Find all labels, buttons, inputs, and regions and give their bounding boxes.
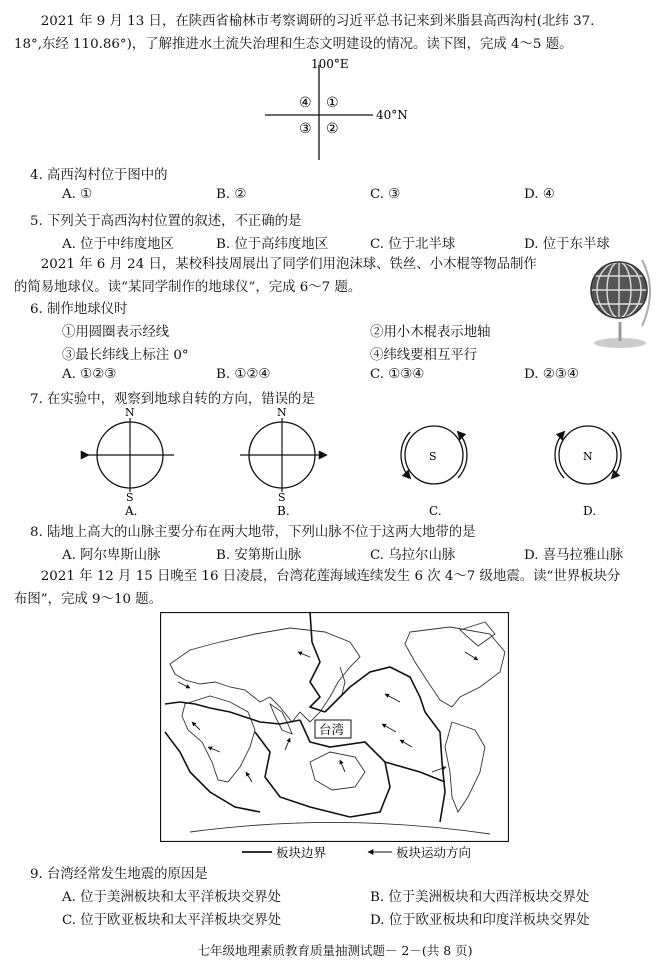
- q4-option-c[interactable]: C. ③: [370, 187, 401, 202]
- q6-option-d[interactable]: D. ②③④: [524, 367, 579, 382]
- q6-statement-1: ①用圆圈表示经线: [62, 325, 170, 340]
- q8-option-d[interactable]: D. 喜马拉雅山脉: [524, 548, 624, 563]
- diagram-d[interactable]: [555, 426, 621, 518]
- diagram-c[interactable]: [401, 426, 467, 518]
- diagram-a-label: A.: [125, 504, 138, 518]
- diagram-d-label: D.: [583, 504, 597, 518]
- intro-3-line-2: 布图”，完成 9～10 题。: [14, 592, 163, 607]
- q9-option-b[interactable]: B. 位于美洲板块和大西洋板块交界处: [370, 890, 590, 905]
- diagram-c-label: C.: [429, 504, 442, 518]
- q6-statement-4: ④纬线要相互平行: [370, 348, 478, 363]
- intro-3-line-1: 2021 年 12 月 15 日晚至 16 日凌晨，台湾花莲海域连续发生 6 次 4～7 级地震。读“世界板块分: [14, 569, 621, 584]
- q9-stem: 9. 台湾经常发生地震的原因是: [30, 867, 208, 882]
- lat-lon-grid-figure: [255, 55, 415, 165]
- taiwan-label: 台湾: [319, 722, 345, 737]
- diagram-a[interactable]: [88, 406, 174, 518]
- legend-boundary-label: 板块边界: [276, 845, 327, 860]
- q8-option-c[interactable]: C. 乌拉尔山脉: [370, 548, 456, 563]
- q5-option-c[interactable]: C. 位于北半球: [370, 237, 456, 252]
- q6-option-c[interactable]: C. ①③④: [370, 367, 425, 382]
- legend-motion-label: 板块运动方向: [396, 845, 472, 860]
- q6-option-b[interactable]: B. ①②④: [216, 367, 271, 382]
- rotation-diagrams: [70, 404, 660, 522]
- diagram-b-pole-s: S: [278, 491, 286, 504]
- grid-quadrant-3: ③: [299, 121, 312, 137]
- map-legend: [240, 842, 490, 862]
- q8-stem: 8. 陆地上高大的山脉主要分布在两大地带，下列山脉不位于这两大地带的是: [30, 525, 476, 540]
- q7-stem: 7. 在实验中，观察到地球自转的方向，错误的是: [30, 392, 315, 407]
- q4-option-a[interactable]: A. ①: [62, 187, 93, 202]
- diagram-b-pole-n: N: [277, 406, 287, 419]
- diagram-d-pole-n: N: [583, 450, 593, 463]
- label-100e: 100°E: [311, 57, 349, 71]
- intro-paragraph-3: [14, 565, 654, 611]
- intro-2-line-2: 的简易地球仪。读“某同学制作的地球仪”，完成 6～7 题。: [14, 280, 362, 295]
- grid-quadrant-4: ④: [299, 95, 312, 111]
- world-plate-map: [160, 612, 509, 842]
- grid-quadrant-2: ②: [326, 121, 339, 137]
- diagram-b-label: B.: [277, 504, 290, 518]
- intro-paragraph-1: [14, 10, 654, 56]
- diagram-a-pole-n: N: [125, 406, 135, 419]
- diagram-c-pole-s: S: [429, 450, 437, 463]
- diagram-b[interactable]: [240, 406, 326, 518]
- q5-stem: 5. 下列关于高西沟村位置的叙述，不正确的是: [30, 214, 302, 229]
- q4-option-d[interactable]: D. ④: [524, 187, 555, 202]
- q6-option-a[interactable]: A. ①②③: [62, 367, 117, 382]
- diagram-a-pole-s: S: [126, 491, 134, 504]
- q5-option-d[interactable]: D. 位于东半球: [524, 237, 610, 252]
- intro-2-line-1: 2021 年 6 月 24 日，某校科技周展出了同学们用泡沫球、铁丝、小木棍等物品制作: [14, 257, 537, 272]
- q5-option-a[interactable]: A. 位于中纬度地区: [62, 237, 174, 252]
- page-footer: 七年级地理素质教育质量抽测试题－ 2－(共 8 页): [197, 943, 473, 958]
- intro-1-line-2: 18°,东经 110.86°)，了解推进水土流失治理和生态文明建设的情况。读下图，完成 4～5 题。: [14, 37, 573, 52]
- grid-quadrant-1: ①: [326, 95, 339, 111]
- q9-option-a[interactable]: A. 位于美洲板块和太平洋板块交界处: [62, 890, 282, 905]
- q9-option-d[interactable]: D. 位于欧亚板块和印度洋板块交界处: [370, 913, 590, 928]
- label-40n: 40°N: [376, 108, 408, 122]
- q4-option-b[interactable]: B. ②: [216, 187, 247, 202]
- intro-1-line-1: 2021 年 9 月 13 日，在陕西省榆林市考察调研的习近平总书记来到米脂县高西沟村(北纬 37.: [14, 14, 595, 29]
- globe-photo: [582, 248, 658, 350]
- q5-option-b[interactable]: B. 位于高纬度地区: [216, 237, 329, 252]
- intro-paragraph-2: [14, 253, 584, 299]
- q8-option-b[interactable]: B. 安第斯山脉: [216, 548, 302, 563]
- q6-stem: 6. 制作地球仪时: [30, 302, 128, 317]
- q9-option-c[interactable]: C. 位于欧亚板块和太平洋板块交界处: [62, 913, 282, 928]
- q8-option-a[interactable]: A. 阿尔卑斯山脉: [62, 548, 161, 563]
- q6-statement-3: ③最长纬线上标注 0°: [62, 348, 189, 363]
- q6-statement-2: ②用小木棍表示地轴: [370, 325, 491, 340]
- q4-stem: 4. 高西沟村位于图中的: [30, 168, 168, 183]
